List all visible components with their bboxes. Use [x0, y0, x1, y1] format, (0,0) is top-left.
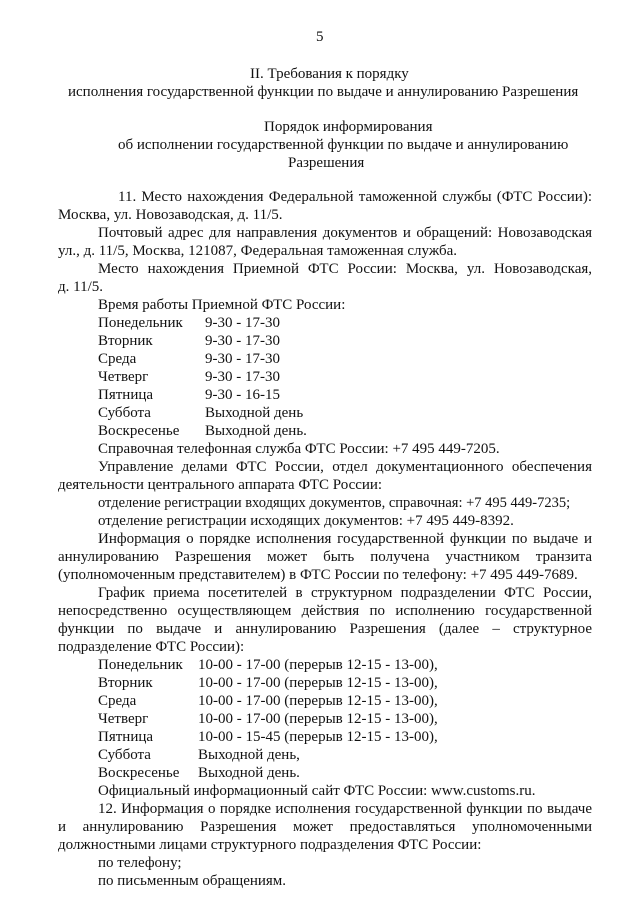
section-title-line-2: исполнения государственной функции по выдаче и аннулированию Разрешения [68, 84, 579, 100]
visit-schedule-line-4: подразделение ФТС России): [58, 639, 245, 655]
info-paragraph-line-1: Информация о порядке исполнения государственной функции по выдаче и [98, 531, 592, 547]
schedule-time: 10-00 - 17-00 (перерыв 12-15 - 13-00), [198, 657, 438, 673]
paragraph-11-line-1: 11. Место нахождения Федеральной таможенной службы (ФТС России): [118, 189, 592, 205]
reception-location-line-1: Место нахождения Приемной ФТС России: Москва, ул. Новозаводская, [98, 261, 592, 277]
official-website: Официальный информационный сайт ФТС России: www.customs.ru. [98, 783, 536, 799]
schedule-day: Четверг [98, 369, 149, 385]
info-paragraph-line-3: (уполномоченным представителем) в ФТС России по телефону: +7 495 449-7689. [58, 567, 578, 583]
schedule-time: 9-30 - 17-30 [205, 333, 280, 349]
schedule-day: Понедельник [98, 315, 183, 331]
schedule-time: 10-00 - 17-00 (перерыв 12-15 - 13-00), [198, 693, 438, 709]
schedule-time: Выходной день, [198, 747, 300, 763]
schedule-day: Вторник [98, 333, 153, 349]
incoming-registration: отделение регистрации входящих документов, справочная: +7 495 449-7235; [98, 495, 571, 511]
schedule-time: 10-00 - 17-00 (перерыв 12-15 - 13-00), [198, 711, 438, 727]
schedule-time: Выходной день. [205, 423, 307, 439]
subsection-title-line-3: Разрешения [288, 155, 365, 171]
schedule-day: Пятница [98, 387, 154, 403]
schedule-day: Пятница [98, 729, 154, 745]
schedule-day: Вторник [98, 675, 153, 691]
schedule-time: 9-30 - 17-30 [205, 351, 280, 367]
schedule-day: Понедельник [98, 657, 183, 673]
section-title-line-1: II. Требования к порядку [250, 66, 409, 82]
postal-address-line-1: Почтовый адрес для направления документов и обращений: Новозаводская [98, 225, 592, 241]
info-paragraph-line-2: аннулированию Разрешения может быть получена участником транзита [58, 549, 592, 565]
schedule-time: 9-30 - 17-30 [205, 315, 280, 331]
subsection-title-line-1: Порядок информирования [264, 119, 433, 135]
reception-location-line-2: д. 11/5. [58, 279, 103, 295]
visit-schedule-line-2: непосредственно осуществляющем действия по исполнению государственной [58, 603, 592, 619]
postal-address-line-2: ул., д. 11/5, Москва, 121087, Федеральная таможенная служба. [58, 243, 458, 259]
paragraph-12-line-2: и аннулированию Разрешения может предоставляться уполномоченными [58, 819, 592, 835]
visit-schedule-line-1: График приема посетителей в структурном подразделении ФТС России, [98, 585, 592, 601]
reception-hours-title: Время работы Приемной ФТС России: [98, 297, 346, 313]
schedule-time: 10-00 - 17-00 (перерыв 12-15 - 13-00), [198, 675, 438, 691]
schedule-day: Четверг [98, 711, 149, 727]
schedule-day: Воскресенье [98, 765, 180, 781]
page-number: 5 [316, 29, 324, 45]
paragraph-12-line-3: должностными лицами структурного подразделения ФТС России: [58, 837, 482, 853]
schedule-day: Среда [98, 351, 137, 367]
by-letter: по письменным обращениям. [98, 873, 287, 889]
subsection-title-line-2: об исполнении государственной функции по выдаче и аннулированию [118, 137, 569, 153]
schedule-time: Выходной день. [198, 765, 300, 781]
schedule-time: 10-00 - 15-45 (перерыв 12-15 - 13-00), [198, 729, 438, 745]
admin-office-line-2: деятельности центрального аппарата ФТС России: [58, 477, 383, 493]
schedule-time: Выходной день [205, 405, 304, 421]
schedule-day: Среда [98, 693, 137, 709]
schedule-day: Воскресенье [98, 423, 180, 439]
schedule-day: Суббота [98, 747, 151, 763]
helpline: Справочная телефонная служба ФТС России: +7 495 449-7205. [98, 441, 500, 457]
paragraph-11-line-2: Москва, ул. Новозаводская, д. 11/5. [58, 207, 283, 223]
schedule-time: 9-30 - 16-15 [205, 387, 280, 403]
schedule-day: Суббота [98, 405, 151, 421]
outgoing-registration: отделение регистрации исходящих документов: +7 495 449-8392. [98, 513, 514, 529]
visit-schedule-line-3: функции по выдаче и аннулированию Разрешения (далее – структурное [58, 621, 592, 637]
admin-office-line-1: Управление делами ФТС России, отдел документационного обеспечения [98, 459, 592, 475]
schedule-time: 9-30 - 17-30 [205, 369, 280, 385]
by-phone: по телефону; [98, 855, 182, 871]
paragraph-12-line-1: 12. Информация о порядке исполнения государственной функции по выдаче [98, 801, 592, 817]
